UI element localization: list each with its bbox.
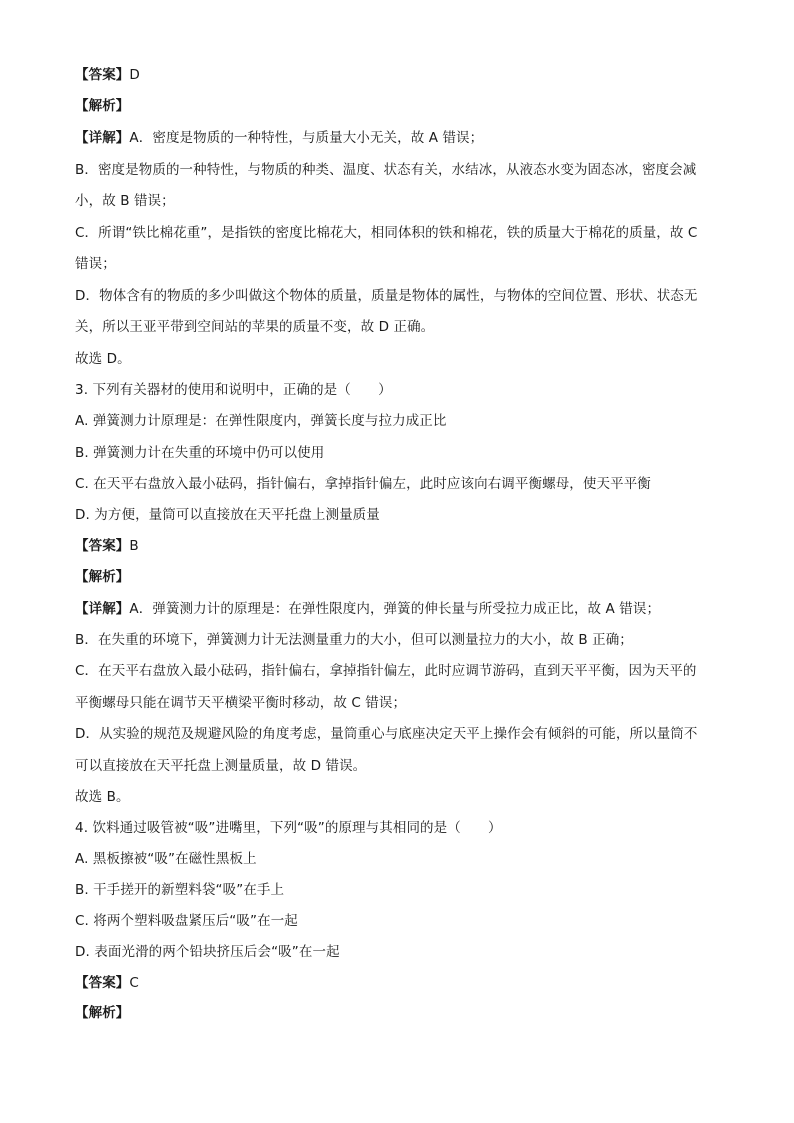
detail-tag: 【详解】 [75,130,130,146]
explanation-line: D．从实验的规范及规避风险的角度考虑，量筒重心与底座决定天平上操作会有倾斜的可能，所以量筒不 [75,726,698,742]
analysis-tag: 【解析】 [75,1005,130,1021]
analysis-tag: 【解析】 [75,569,130,585]
explanation-line: D．物体含有的物质的多少叫做这个物体的质量，质量是物体的属性，与物体的空间位置、形状、状态无 [75,288,698,304]
analysis-tag: 【解析】 [75,98,130,114]
detail-text: A．密度是物质的一种特性，与质量大小无关，故 A 错误； [129,130,484,146]
answer-tag: 【答案】 [75,67,130,83]
option-b: B. 干手搓开的新塑料袋“吸”在手上 [75,882,285,898]
answer-tag: 【答案】 [75,538,130,554]
explanation-line: 可以直接放在天平托盘上测量质量，故 D 错误。 [75,758,367,774]
option-b: B. 弹簧测力计在失重的环境中仍可以使用 [75,445,325,461]
answer-value: D [129,67,140,83]
answer-line [75,65,725,85]
detail-line [75,599,725,619]
detail-tag: 【详解】 [75,601,130,617]
analysis-heading [75,96,725,116]
explanation-line: B．在失重的环境下，弹簧测力计无法测量重力的大小，但可以测量拉力的大小，故 B 正确； [75,632,633,648]
explanation-line: C．在天平右盘放入最小砝码，指针偏右，拿掉指针偏左，此时应调节游码，直到天平平衡，因为天平的 [75,663,697,679]
option-c: C. 将两个塑料吸盘紧压后“吸”在一起 [75,913,298,929]
detail-line [75,128,725,148]
explanation-line: C．所谓“铁比棉花重”，是指铁的密度比棉花大，相同体积的铁和棉花，铁的质量大于棉花的质量，故 C [75,225,698,241]
answer-value: B [129,538,139,554]
explanation-line: 错误； [75,256,116,272]
explanation-line: 关，所以王亚平带到空间站的苹果的质量不变，故 D 正确。 [75,319,435,335]
option-a: A. 黑板擦被“吸”在磁性黑板上 [75,851,257,867]
explanation-line: B．密度是物质的一种特性，与物质的种类、温度、状态有关，水结冰，从液态水变为固态冰，密度会减 [75,162,697,178]
option-c: C. 在天平右盘放入最小砝码，指针偏右，拿掉指针偏左，此时应该向右调平衡螺母，使天平平衡 [75,476,651,492]
conclusion-line: 故选 D。 [75,351,131,367]
analysis-heading [75,1003,725,1023]
explanation-line: 平衡螺母只能在调节天平横梁平衡时移动，故 C 错误； [75,695,407,711]
analysis-heading [75,567,725,587]
conclusion-line: 故选 B。 [75,789,130,805]
question-stem: 4. 饮料通过吸管被“吸”进嘴里，下列“吸”的原理与其相同的是（ ） [75,820,502,836]
answer-line [75,973,725,993]
option-d: D. 表面光滑的两个铅块挤压后会“吸”在一起 [75,944,340,960]
answer-tag: 【答案】 [75,975,130,991]
option-d: D. 为方便，量筒可以直接放在天平托盘上测量质量 [75,507,380,523]
option-a: A. 弹簧测力计原理是：在弹性限度内，弹簧长度与拉力成正比 [75,413,447,429]
explanation-line: 小，故 B 错误； [75,193,175,209]
answer-line [75,536,725,556]
question-stem: 3. 下列有关器材的使用和说明中，正确的是（ ） [75,382,392,398]
detail-text: A．弹簧测力计的原理是：在弹性限度内，弹簧的伸长量与所受拉力成正比，故 A 错误； [129,601,661,617]
answer-value: C [129,975,139,991]
